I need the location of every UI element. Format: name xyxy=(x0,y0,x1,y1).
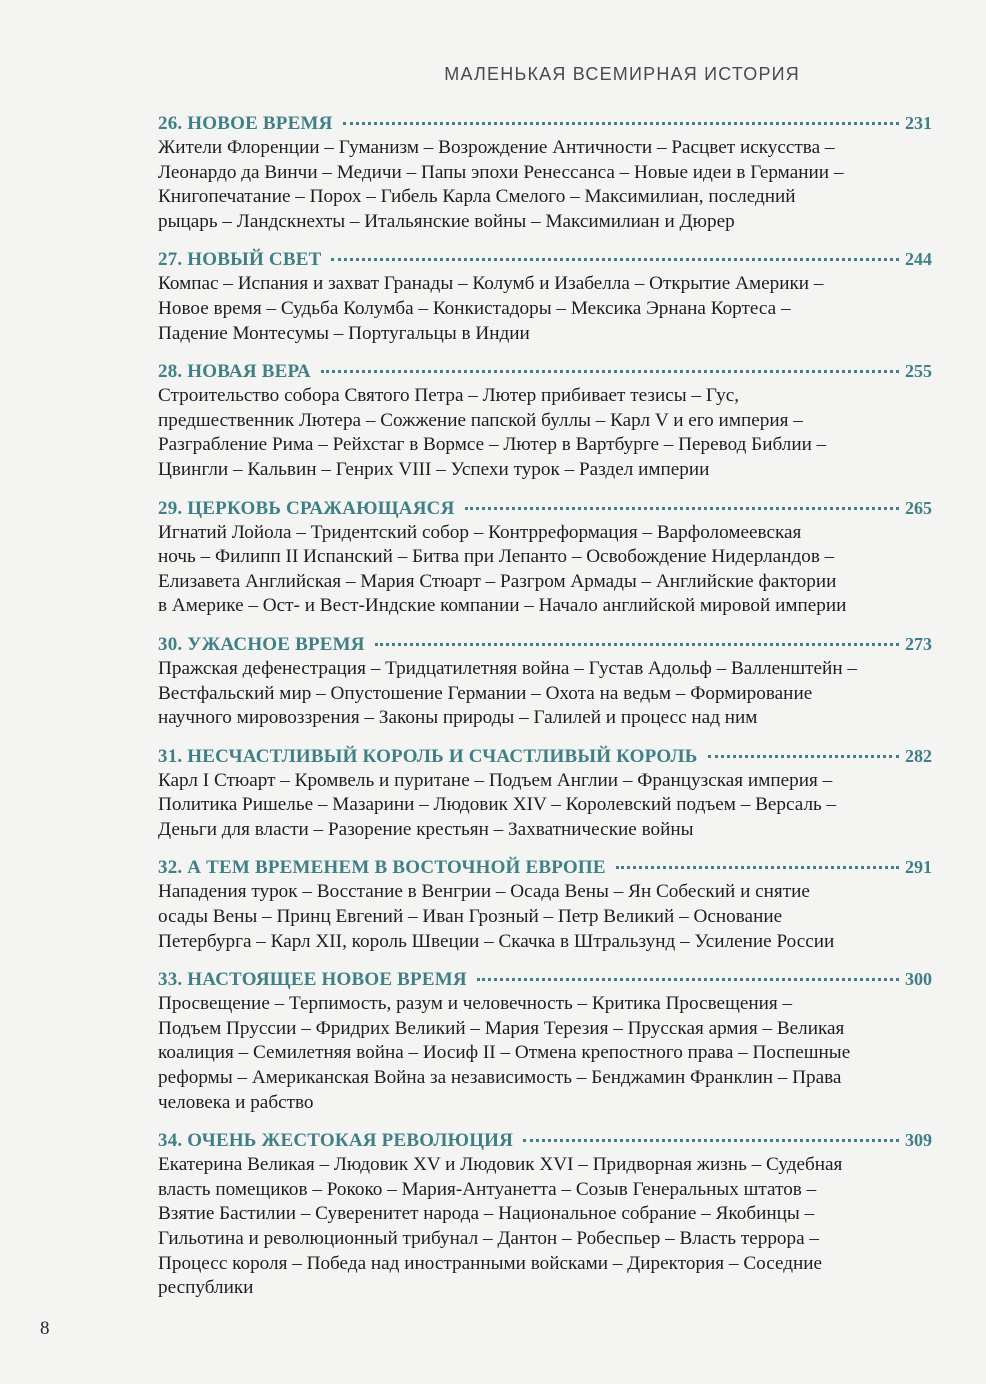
summary-line: Деньги для власти – Разорение крестьян – Захватнические войны xyxy=(158,818,694,840)
running-head: МАЛЕНЬКАЯ ВСЕМИРНАЯ ИСТОРИЯ xyxy=(444,64,800,84)
summary-line: республики xyxy=(158,1277,254,1299)
summary-line: Леонардо да Винчи – Медичи – Папы эпохи Ренессанса – Новые идеи в Германии – xyxy=(158,161,844,183)
chapter-page-number: 255 xyxy=(905,361,932,382)
dot-leader xyxy=(477,978,899,981)
summary-line: осады Вены – Принц Евгений – Иван Грозный – Петр Великий – Основание xyxy=(158,906,783,928)
toc-entry-heading xyxy=(158,495,932,521)
summary-line: власть помещиков – Рококо – Мария-Антуанетта – Созыв Генеральных штатов – xyxy=(158,1178,817,1200)
dot-leader xyxy=(523,1139,899,1142)
dot-leader xyxy=(616,866,899,869)
summary-line: научного мировоззрения – Законы природы – Галилей и процесс над ним xyxy=(158,707,758,729)
dot-leader xyxy=(321,370,899,373)
summary-line: Петербурга – Карл XII, король Швеции – Скачка в Штральзунд – Усиление России xyxy=(158,930,835,952)
dot-leader xyxy=(331,258,899,261)
summary-line: Подъем Пруссии – Фридрих Великий – Мария Терезия – Прусская армия – Великая xyxy=(158,1017,845,1039)
toc-entry xyxy=(158,358,932,482)
page-number: 8 xyxy=(40,1318,50,1339)
chapter-title: 26. НОВОЕ ВРЕМЯ xyxy=(158,113,333,134)
summary-line: Гильотина и революционный трибунал – Дантон – Робеспьер – Власть террора – xyxy=(158,1228,820,1249)
summary-line: Процесс короля – Победа над иностранными войсками – Директория – Соседние xyxy=(158,1252,823,1274)
toc-entry-heading xyxy=(158,966,932,992)
chapter-page-number: 291 xyxy=(905,857,932,878)
summary-line: ночь – Филипп II Испанский – Битва при Лепанто – Освобождение Нидерландов – xyxy=(158,546,835,568)
chapter-title: 32. А ТЕМ ВРЕМЕНЕМ В ВОСТОЧНОЙ ЕВРОПЕ xyxy=(158,857,606,879)
dot-leader xyxy=(375,643,899,646)
summary-line: Вестфальский мир – Опустошение Германии – Охота на ведьм – Формирование xyxy=(158,682,813,704)
summary-line: человека и рабство xyxy=(158,1091,314,1113)
chapter-page-number: 273 xyxy=(905,633,932,654)
toc-entry-heading xyxy=(158,246,932,272)
chapter-title: 30. УЖАСНОЕ ВРЕМЯ xyxy=(158,633,365,655)
toc-entry-heading xyxy=(158,854,932,880)
chapter-title: 33. НАСТОЯЩЕЕ НОВОЕ ВРЕМЯ xyxy=(158,969,467,991)
chapter-summary xyxy=(158,384,932,482)
toc-entry xyxy=(158,966,932,1115)
summary-line: Политика Ришелье – Мазарини – Людовик XIV – Королевский подъем – Версаль – xyxy=(158,794,837,816)
summary-line: Книгопечатание – Порох – Гибель Карла Смелого – Максимилиан, последний xyxy=(158,186,796,208)
chapter-title: 27. НОВЫЙ СВЕТ xyxy=(158,249,322,271)
chapter-summary xyxy=(158,521,932,619)
summary-line: Разграбление Рима – Рейхстаг в Вормсе – Лютер в Вартбурге – Перевод Библии – xyxy=(158,434,827,456)
summary-line: Падение Монтесумы – Португальцы в Индии xyxy=(158,322,530,344)
chapter-page-number: 282 xyxy=(905,745,932,766)
summary-line: Елизавета Английская – Мария Стюарт – Разгром Армады – Английские фактории xyxy=(158,570,837,592)
summary-line: Карл I Стюарт – Кромвель и пуритане – Подъем Англии – Французская империя – xyxy=(158,769,833,791)
chapter-title: 28. НОВАЯ ВЕРА xyxy=(158,361,311,383)
chapter-title: 34. ОЧЕНЬ ЖЕСТОКАЯ РЕВОЛЮЦИЯ xyxy=(158,1130,514,1152)
chapter-page-number: 309 xyxy=(905,1130,932,1151)
toc-entry-heading xyxy=(158,631,932,657)
toc-entry xyxy=(158,246,932,346)
toc-entry xyxy=(158,743,932,843)
dot-leader xyxy=(708,755,899,758)
summary-line: Нападения турок – Восстание в Венгрии – Осада Вены – Ян Собеский и снятие xyxy=(158,881,810,903)
table-of-contents xyxy=(158,110,932,1301)
toc-entry xyxy=(158,854,932,954)
chapter-page-number: 244 xyxy=(905,249,932,270)
chapter-page-number: 300 xyxy=(905,969,932,990)
chapter-summary xyxy=(158,880,932,954)
summary-line: Взятие Бастилии – Суверенитет народа – Национальное собрание – Якобинцы – xyxy=(158,1203,815,1225)
chapter-summary xyxy=(158,272,932,346)
summary-line: Жители Флоренции – Гуманизм – Возрождение Античности – Расцвет искусства – xyxy=(158,137,835,158)
summary-line: Цвингли – Кальвин – Генрих VIII – Успехи турок – Раздел империи xyxy=(158,458,710,480)
dot-leader xyxy=(343,122,899,125)
chapter-page-number: 231 xyxy=(905,113,932,133)
toc-entry-heading xyxy=(158,358,932,384)
chapter-summary xyxy=(158,136,932,234)
summary-line: предшественник Лютера – Сожжение папской буллы – Карл V и его империя – xyxy=(158,409,803,431)
chapter-page-number: 265 xyxy=(905,497,932,518)
summary-line: коалиция – Семилетняя война – Иосиф II – Отмена крепостного права – Поспешные xyxy=(158,1042,851,1064)
chapter-summary xyxy=(158,769,932,843)
summary-line: Игнатий Лойола – Тридентский собор – Контрреформация – Варфоломеевская xyxy=(158,521,802,543)
dot-leader xyxy=(465,507,900,510)
toc-entry xyxy=(158,110,932,234)
toc-entry-heading xyxy=(158,110,932,136)
toc-entry-heading xyxy=(158,743,932,769)
summary-line: реформы – Американская Война за независимость – Бенджамин Франклин – Права xyxy=(158,1067,842,1089)
toc-entry-heading xyxy=(158,1127,932,1153)
toc-entry xyxy=(158,1127,932,1301)
summary-line: Екатерина Великая – Людовик XV и Людовик XVI – Придворная жизнь – Судебная xyxy=(158,1154,843,1176)
chapter-summary xyxy=(158,657,932,731)
summary-line: Строительство собора Святого Петра – Лютер прибивает тезисы – Гус, xyxy=(158,385,740,407)
summary-line: Новое время – Судьба Колумба – Конкистадоры – Мексика Эрнана Кортеса – xyxy=(158,297,791,319)
chapter-title: 29. ЦЕРКОВЬ СРАЖАЮЩАЯСЯ xyxy=(158,497,455,519)
summary-line: в Америке – Ост- и Вест-Индские компании – Начало английской мировой империи xyxy=(158,595,847,617)
chapter-title: 31. НЕСЧАСТЛИВЫЙ КОРОЛЬ И СЧАСТЛИВЫЙ КОРОЛЬ xyxy=(158,745,698,767)
summary-line: Просвещение – Терпимость, разум и человечность – Критика Просвещения – xyxy=(158,993,793,1015)
summary-line: Компас – Испания и захват Гранады – Колумб и Изабелла – Открытие Америки – xyxy=(158,273,824,295)
toc-entry xyxy=(158,495,932,619)
chapter-summary xyxy=(158,992,932,1115)
summary-line: рыцарь – Ландскнехты – Итальянские войны – Максимилиан и Дюрер xyxy=(158,210,735,232)
summary-line: Пражская дефенестрация – Тридцатилетняя война – Густав Адольф – Валленштейн – xyxy=(158,657,857,679)
toc-entry xyxy=(158,631,932,731)
chapter-summary xyxy=(158,1153,932,1301)
